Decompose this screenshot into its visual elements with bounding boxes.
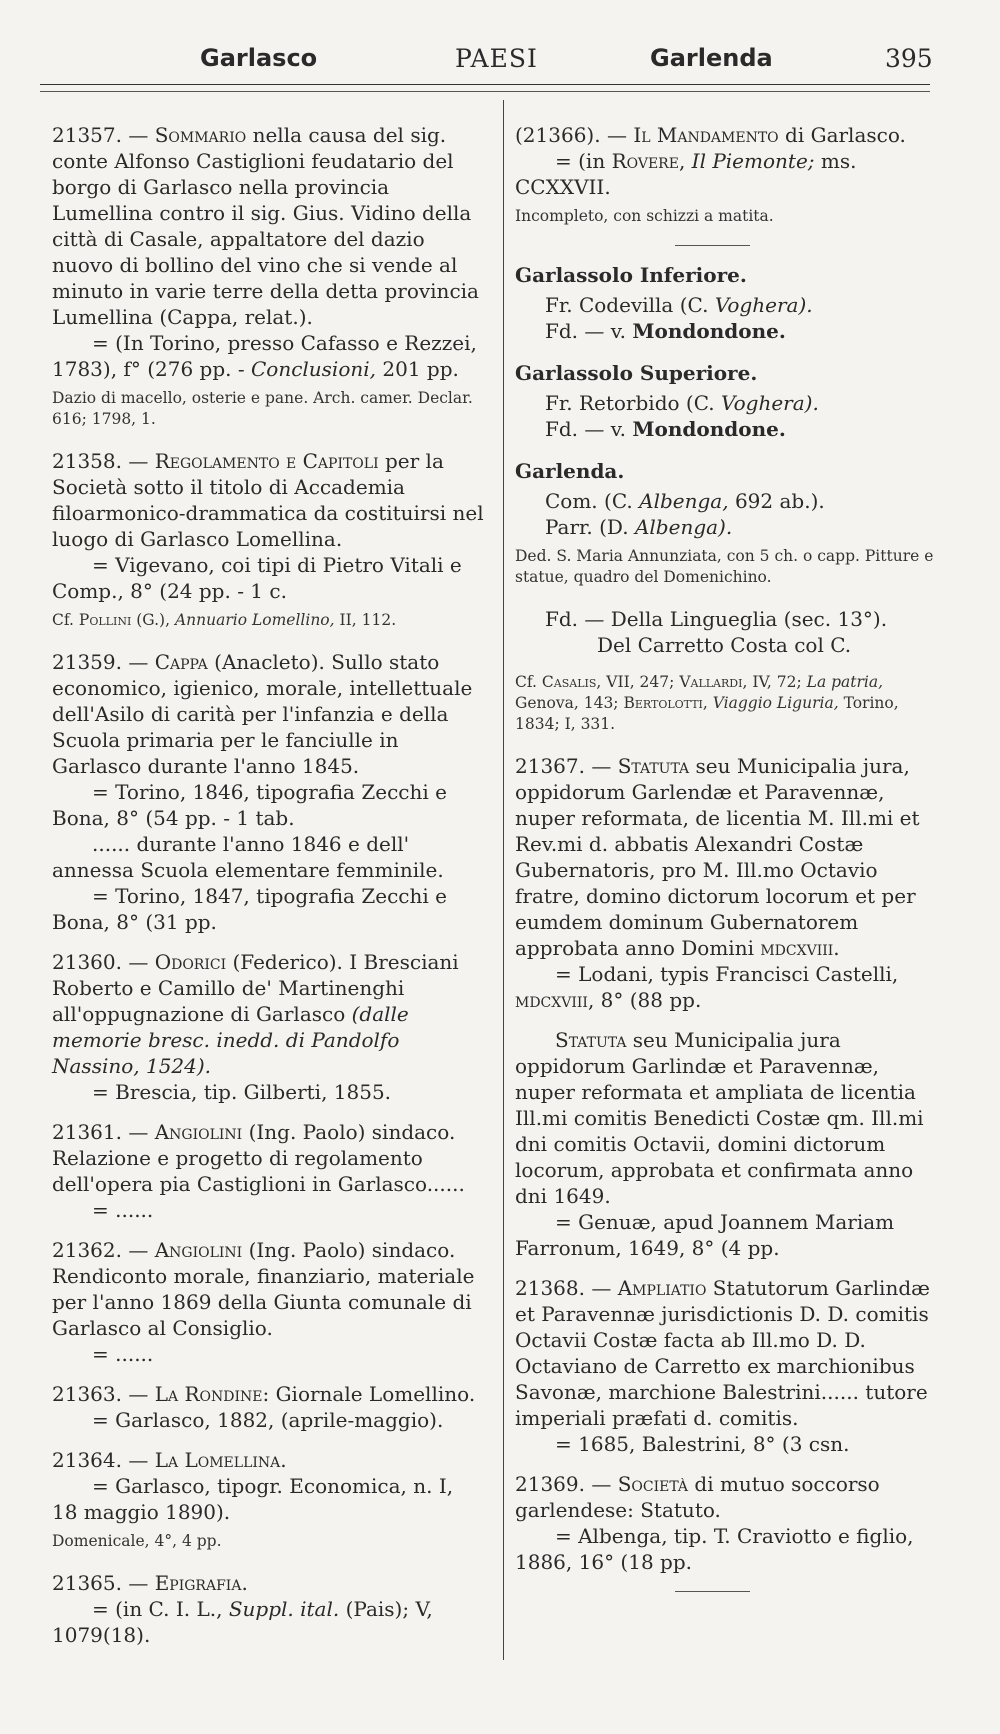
header-right-title: Garlenda — [650, 44, 773, 72]
note-italic: Annuario Lomellino, — [174, 611, 335, 629]
entry-pub: = Genuæ, apud Joannem Mariam Farronum, 1649, 8° (4 pp. — [515, 1210, 895, 1260]
place-diocese: Albenga). — [634, 515, 733, 539]
column-divider — [503, 100, 504, 1660]
entry-number: (21366). — [515, 123, 601, 147]
cf-author: Bertolotti, — [623, 694, 708, 712]
left-column — [52, 122, 484, 1662]
place-title: Garlassolo Superiore. — [515, 361, 758, 385]
entry-pub-end: ms. CCXXVII. — [515, 149, 857, 199]
place-district: Voghera). — [721, 391, 819, 415]
entry-author: — Società — [591, 1472, 689, 1496]
entry-number: 21362. — [52, 1238, 122, 1262]
cf-title: La patria, — [806, 673, 884, 691]
entry-text: seu Municipalia jura oppidorum Garlindæ et Paravennæ, nuper reformata et ampliata de licentia Ill.mi comitis Benedicti Costæ qm. Ill.mi dni comitis Octavii, domini dictorum locorum, approbata et confirmata anno dni 1649. — [515, 1028, 924, 1208]
entry-pub: = Vigevano, coi tipi di Pietro Vitali e Comp., 8° (24 pp. - 1 c. — [52, 553, 462, 603]
entry-author: Odorici — [154, 950, 227, 974]
entry-text: per la Società sotto il titolo di Accademia filoarmonico-drammatica da costituirsi nel luogo di Garlasco Lomellina. — [52, 449, 484, 551]
place-feud: Fd. — v. — [545, 417, 627, 441]
place-feud: Fd. — Della Lingueglia (sec. 13°). — [545, 607, 888, 631]
entry-author: Regolamento e Capitoli — [154, 449, 379, 473]
cf-author: Casalis, — [541, 673, 602, 691]
entry-number: 21358. — [52, 449, 122, 473]
entry-21357: 21357. — Sommario nella causa del sig. conte Alfonso Castiglioni feudatario del borgo di Garlasco nella provincia Lumellina contro il sig. Gius. Vidino della città di Casale, appaltatore del dazio nuovo di bollino del vino che si vende al minuto in varie terre della detta provincia Lumellina (Cappa, relat.). = (In Torino, presso Cafasso e Rezzei, 1783), f° (276 pp. - Conclusioni, 201 pp. Dazio di macello, osterie e pane. Arch. camer. Declar. 616; 1798, 1. — [52, 122, 484, 430]
place-feud: Fd. — v. — [545, 319, 627, 343]
place-fraction: Fr. Codevilla (C. — [545, 293, 709, 317]
entry-text: nella causa del sig. conte Alfonso Castiglioni feudatario del borgo di Garlasco nella provincia Lumellina contro il sig. Gius. Vidino della città di Casale, appaltatore del dazio nuovo di bollino del vino che si vende al minuto in varie terre della detta provincia Lumellina (Cappa, relat.). — [52, 123, 479, 329]
place-note: Ded. S. Maria Annunziata, con 5 ch. o capp. Pitture e statue, quadro del Domenichino. — [515, 547, 934, 586]
entry-pub: = Garlasco, tipogr. Economica, n. I, 18 maggio 1890). — [52, 1474, 454, 1524]
entry-21362: 21362. — Angiolini (Ing. Paolo) sindaco. Rendiconto morale, finanziario, materiale per l'anno 1869 della Giunta comunale di Garlasco al Consiglio. = ...... — [52, 1237, 484, 1367]
entry-pub: = ...... — [92, 1198, 154, 1222]
entry-author: La Rondine — [154, 1382, 263, 1406]
entry-pub: = Lodani, typis Francisci Castelli, — [555, 962, 899, 986]
entry-pub: = Brescia, tip. Gilberti, 1855. — [92, 1080, 392, 1104]
entry-number: 21367. — [515, 754, 585, 778]
place-garlassolo-inferiore — [515, 262, 937, 344]
entry-author: Statuta — [555, 1028, 627, 1052]
place-title: Garlassolo Inferiore. — [515, 263, 747, 287]
entry-number: 21360. — [52, 950, 122, 974]
place-reference: Mondondone. — [632, 417, 786, 441]
entry-text: (Anacleto). Sullo stato economico, igienico, morale, intellettuale dell'Asilo di carità per l'infanzia e della Scuola primaria per le fanciulle in Garlasco durante l'anno 1845. — [52, 650, 473, 778]
place-parish: Parr. (D. — [545, 515, 629, 539]
note-ref: II, 112. — [339, 611, 397, 629]
entry-21367 — [515, 753, 937, 1013]
place-fraction: Fr. Retorbido (C. — [545, 391, 715, 415]
entry-pub: = Garlasco, 1882, (aprile-maggio). — [92, 1408, 444, 1432]
place-population: 692 ab.). — [734, 489, 825, 513]
entry-pub-year: mdcxviii, — [515, 988, 595, 1012]
cf-label: Cf. — [515, 673, 537, 691]
header-rule-top — [40, 84, 930, 85]
note-cf: Cf. — [52, 611, 74, 629]
entry-author: Il Mandamento — [633, 123, 779, 147]
entry-number: 21368. — [515, 1276, 585, 1300]
entry-author: Epigrafia. — [154, 1571, 248, 1595]
place-district: Voghera). — [714, 293, 813, 317]
entry-text-continued: ...... durante l'anno 1846 e dell' annessa Scuola elementare femminile. — [52, 832, 444, 882]
cf-ref: IV, 72; — [752, 673, 802, 691]
entry-author: — Ampliatio — [591, 1276, 707, 1300]
entry-number: 21363. — [52, 1382, 122, 1406]
entry-pub-end: (Pais); V, 1079(18). — [52, 1597, 433, 1647]
page-header — [50, 44, 933, 84]
section-rule — [675, 245, 750, 246]
entry-number: 21357. — [52, 123, 122, 147]
entry-author: Cappa — [154, 650, 208, 674]
cf-title: Viaggio Liguria, — [712, 694, 839, 712]
entry-italic: (dalle memorie bresc. inedd. di Pandolfo Nassino, 1524). — [52, 1002, 409, 1078]
page-number: 395 — [885, 44, 933, 73]
entry-text: di Garlasco. — [785, 123, 906, 147]
entry-number: 21361. — [52, 1120, 122, 1144]
place-commune: Com. (C. — [545, 489, 633, 513]
entry-text: seu Municipalia jura, oppidorum Garlendæ et Paravennæ, nuper reformata, de licentia M. Ill.mi et Rev.mi d. abbatis Alexandri Costæ Gubernatoris, pro M. Ill.mo Octavio fratre, domino dictorum locorum et per eumdem dominum Gubernatorem approbata anno Domini — [515, 754, 920, 960]
cf-author: Vallardi, — [679, 673, 748, 691]
entry-author: La Lomellina. — [154, 1448, 287, 1472]
entry-21366: (21366). — Il Mandamento di Garlasco. = (in Rovere, Il Piemonte; ms. CCXXVII. Incompleto, con schizzi a matita. — [515, 122, 937, 227]
entry-pub-pages: (276 pp. - — [147, 357, 245, 381]
entry-pub: = 1685, Balestrini, 8° (3 csn. — [555, 1432, 850, 1456]
header-section: PAESI — [455, 44, 538, 73]
entry-text: di mutuo soccorso garlendese: Statuto. — [515, 1472, 880, 1522]
entry-pub-author: Rovere, — [611, 149, 686, 173]
header-left-title: Garlasco — [200, 44, 318, 72]
entry-text: Statutorum Garlindæ et Paravennæ jurisdictionis D. D. comitis Octavii Costæ facta ab Ill.mo D. D. Octaviano de Carretto ex marchionibus Savonæ, marchione Balestrini...... tutore imperiali præfati d. comitis. — [515, 1276, 930, 1430]
entry-number: 21364. — [52, 1448, 122, 1472]
entry-pub-end: 201 pp. — [382, 357, 459, 381]
place-district: Albenga, — [639, 489, 729, 513]
place-cf-note — [515, 672, 937, 735]
entry-pub: = Albenga, tip. T. Craviotto e figlio, 1886, 16° (18 pp. — [515, 1524, 914, 1574]
note-author: Pollini — [78, 611, 132, 629]
entry-note — [52, 610, 484, 631]
entry-author: Angiolini — [154, 1120, 243, 1144]
entry-pub-italic: Suppl. ital. — [228, 1597, 340, 1621]
entry-author: Sommario — [154, 123, 247, 147]
entry-pub-italic: Conclusioni, — [250, 357, 377, 381]
entry-author: Angiolini — [154, 1238, 243, 1262]
header-rule-bottom — [40, 91, 930, 92]
right-column — [515, 122, 937, 1592]
place-title: Garlenda. — [515, 459, 625, 483]
place-feud-2: Del Carretto Costa col C. — [597, 633, 852, 657]
entry-note: Incompleto, con schizzi a matita. — [515, 207, 774, 225]
place-garlenda — [515, 458, 937, 735]
entry-statuta-1649 — [515, 1027, 937, 1261]
entry-text: (Ing. Paolo) sindaco. Rendiconto morale, finanziario, materiale per l'anno 1869 della Giunta comunale di Garlasco al Consiglio. — [52, 1238, 475, 1340]
entry-pub: = Torino, 1846, tipografia Zecchi e Bona, 8° (54 pp. - 1 tab. — [52, 780, 447, 830]
entry-note: Domenicale, 4°, 4 pp. — [52, 1532, 222, 1550]
cf-ref: Genova, 143; — [515, 694, 619, 712]
entry-21369 — [515, 1471, 937, 1575]
entry-pub-italic: Il Piemonte; — [691, 149, 815, 173]
entry-number: 21359. — [52, 650, 122, 674]
entry-21361: 21361. — Angiolini (Ing. Paolo) sindaco. Relazione e progetto di regolamento dell'opera pia Castiglioni in Garlasco...... = ...... — [52, 1119, 484, 1223]
entry-21359: 21359. — Cappa (Anacleto). Sullo stato economico, igienico, morale, intellettuale dell'Asilo di carità per l'infanzia e della Scuola primaria per le fanciulle in Garlasco durante l'anno 1845. = Torino, 1846, tipografia Zecchi e Bona, 8° (54 pp. - 1 tab. ...... durante l'anno 1846 e dell' annessa Scuola elementare femminile. = Torino, 1847, tipografia Zecchi e Bona, 8° (31 pp. — [52, 649, 484, 935]
place-reference: Mondondone. — [632, 319, 786, 343]
entry-year: mdcxviii. — [760, 936, 840, 960]
entry-21358: 21358. — Regolamento e Capitoli per la Società sotto il titolo di Accademia filoarmonico-drammatica da costituirsi nel luogo di Garlasco Lomellina. = Vigevano, coi tipi di Pietro Vitali e Comp., 8° (24 pp. - 1 c. Cf. Pollini (G.), Annuario Lomellino, II, 112. — [52, 449, 484, 629]
entry-number: 21365. — [52, 1571, 122, 1595]
entry-21364: 21364. — La Lomellina. = Garlasco, tipogr. Economica, n. I, 18 maggio 1890). Domenicale, 4°, 4 pp. — [52, 1447, 484, 1552]
entry-21368 — [515, 1275, 937, 1457]
cf-ref: Torino, 1834; I, 331. — [515, 694, 899, 733]
entry-text: (Ing. Paolo) sindaco. Relazione e progetto di regolamento dell'opera pia Castiglioni in Garlasco...... — [52, 1120, 465, 1196]
entry-pub-end: 8° (88 pp. — [600, 988, 702, 1012]
entry-pub: = (in — [555, 149, 606, 173]
entry-pub: = (In Torino, presso Cafasso e Rezzei, 1783), f° — [52, 331, 477, 381]
entry-21360: 21360. — Odorici (Federico). I Bresciani Roberto e Camillo de' Martinenghi all'oppugnazione di Garlasco (dalle memorie bresc. inedd. di Pandolfo Nassino, 1524). = Brescia, tip. Gilberti, 1855. — [52, 949, 484, 1105]
cf-ref: VII, 247; — [606, 673, 675, 691]
entry-21363: 21363. — La Rondine: Giornale Lomellino. = Garlasco, 1882, (aprile-maggio). — [52, 1381, 484, 1433]
entry-pub: = (in C. I. L., — [92, 1597, 223, 1621]
place-garlassolo-superiore — [515, 360, 937, 442]
note-initial: (G.), — [136, 611, 171, 629]
entry-number: 21369. — [515, 1472, 585, 1496]
entry-21365: 21365. — Epigrafia. = (in C. I. L., Suppl. ital. (Pais); V, 1079(18). — [52, 1571, 433, 1647]
entry-pub-2: = Torino, 1847, tipografia Zecchi e Bona, 8° (31 pp. — [52, 884, 447, 934]
entry-text: (Federico). I Bresciani Roberto e Camillo de' Martinenghi all'oppugnazione di Garlasco — [52, 950, 459, 1026]
entry-pub: = ...... — [92, 1342, 154, 1366]
entry-text: : Giornale Lomellino. — [262, 1382, 476, 1406]
end-rule — [675, 1591, 750, 1592]
entry-note: Dazio di macello, osterie e pane. Arch. camer. Declar. 616; 1798, 1. — [52, 389, 473, 428]
entry-author: — Statuta — [591, 754, 690, 778]
